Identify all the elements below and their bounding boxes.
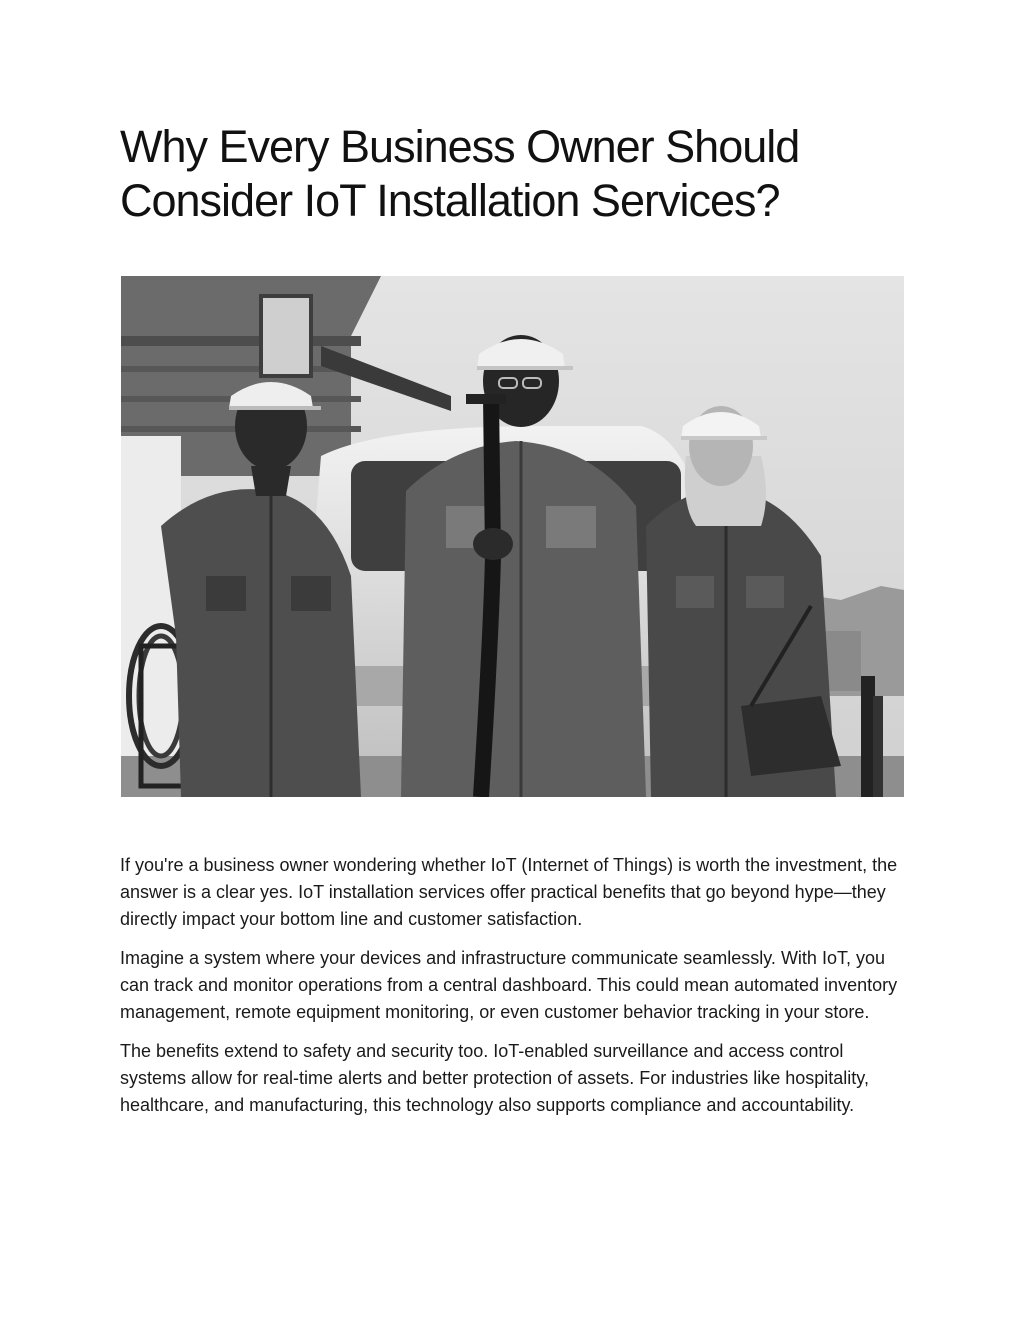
paragraph: If you're a business owner wondering whether IoT (Internet of Things) is worth the investment, the answer is a clear yes. IoT installation services offer practical benefits that go beyond hype—they directly impact your bottom line and customer satisfaction. (120, 855, 898, 929)
paragraph: The benefits extend to safety and security too. IoT-enabled surveillance and access control systems allow for real-time alerts and better protection of assets. For industries like hospitality, healthcare, and manufacturing, this technology also supports compliance and accountability. (120, 1041, 869, 1115)
paragraph: Imagine a system where your devices and infrastructure communicate seamlessly. With IoT, you can track and monitor operations from a central dashboard. This could mean automated inventory management, remote equipment monitoring, or even customer behavior tracking in your store. (120, 948, 898, 1022)
article-title: Why Every Business Owner Should Consider IoT Installation Services? (120, 121, 800, 226)
article-body (120, 852, 910, 1131)
technicians-photo-illustration (121, 276, 904, 797)
hero-photo (121, 276, 904, 797)
